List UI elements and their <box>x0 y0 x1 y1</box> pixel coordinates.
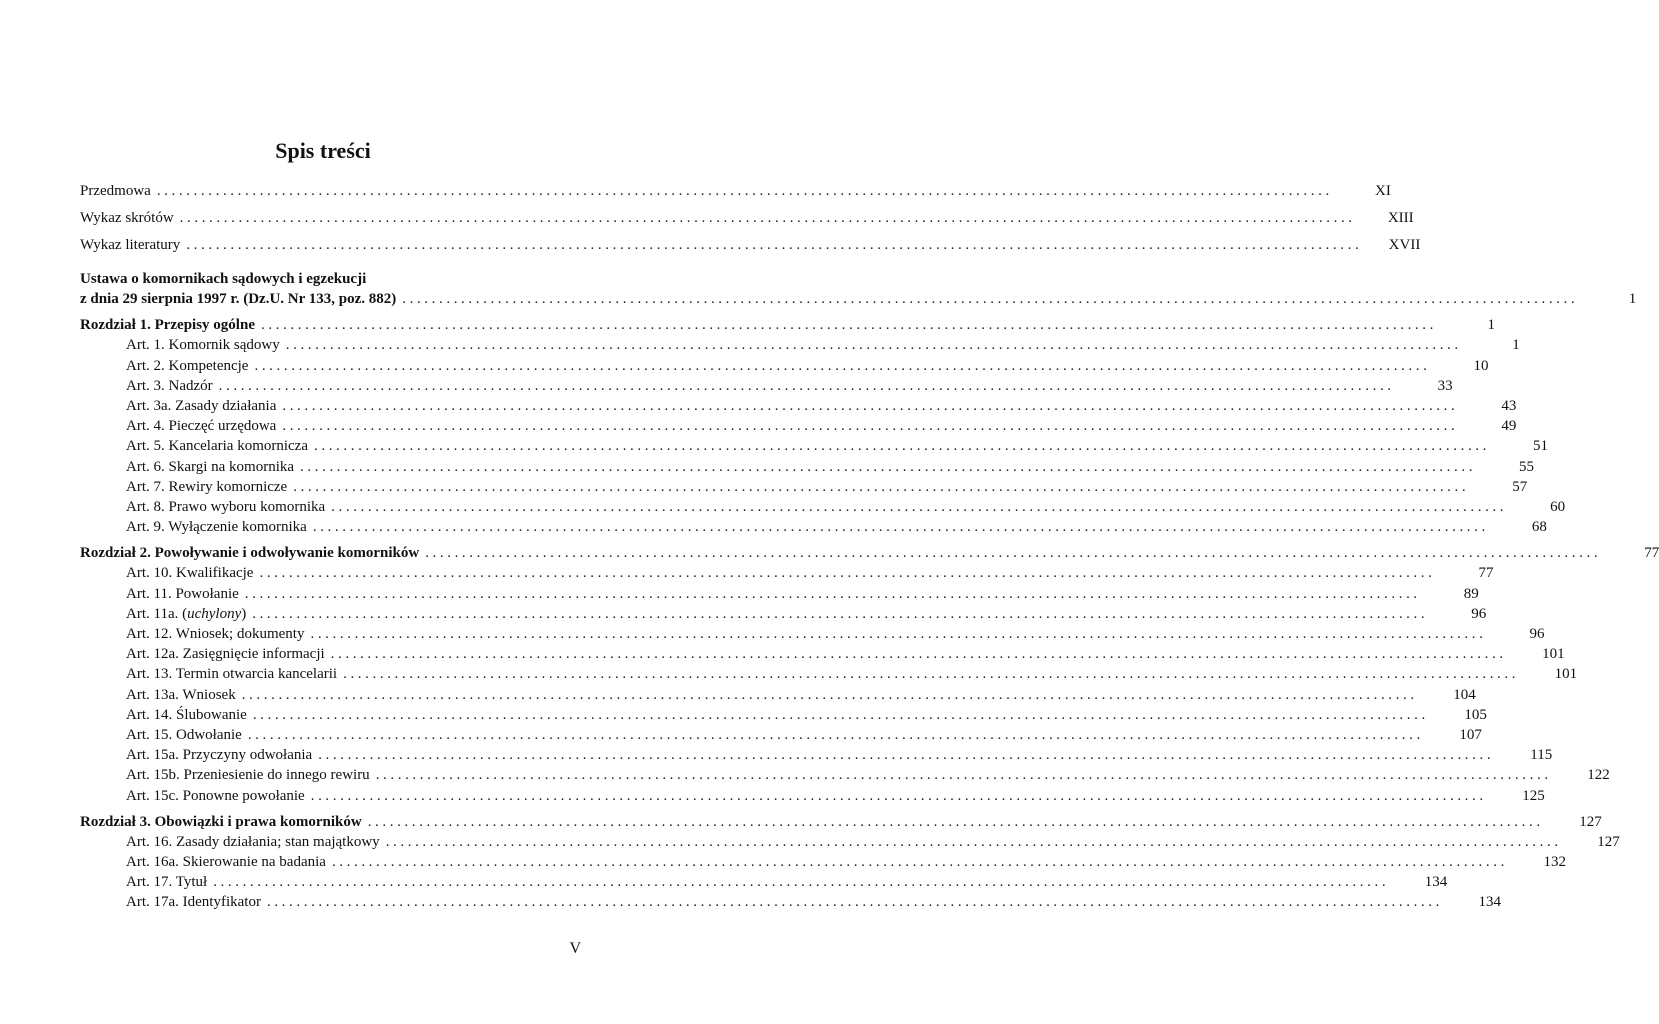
page-number: V <box>569 940 581 957</box>
leader-dots: ................................................................................................................................................................ <box>310 787 1487 804</box>
toc-article[interactable] <box>80 786 1545 806</box>
toc-article[interactable] <box>80 685 1476 705</box>
leader-dots: ................................................................................................................................................................ <box>282 418 1459 435</box>
toc-entry-statute[interactable] <box>80 269 1637 309</box>
toc-article[interactable] <box>80 356 1489 376</box>
article-label: Art. 12a. Zasięgnięcie informacji <box>126 646 325 663</box>
article-label: Art. 4. Pieczęć urzędowa <box>126 418 277 435</box>
leader-dots: ................................................................................................................................................................ <box>186 237 1363 253</box>
article-page: 105 <box>1464 706 1487 723</box>
table-of-contents <box>80 178 1659 913</box>
article-label: Art. 10. Kwalifikacje <box>126 565 254 582</box>
toc-article[interactable] <box>80 745 1553 765</box>
leader-dots: ................................................................................................................................................................ <box>244 585 1421 602</box>
article-page: 107 <box>1459 726 1482 743</box>
article-label: Art. 12. Wniosek; dokumenty <box>126 626 305 642</box>
chapter-page: 77 <box>1644 545 1659 562</box>
article-page: 43 <box>1501 397 1517 414</box>
article-label: Art. 5. Kancelaria komornicza <box>126 438 308 455</box>
toc-article[interactable] <box>80 872 1448 892</box>
toc-article[interactable] <box>80 416 1517 436</box>
article-label: Art. 15. Odwołanie <box>126 726 242 743</box>
article-label: Art. 8. Prawo wyboru komornika <box>126 498 326 515</box>
toc-article[interactable] <box>80 376 1453 396</box>
article-page: 115 <box>1530 747 1553 764</box>
article-page: 132 <box>1543 854 1566 871</box>
toc-article[interactable] <box>80 335 1520 355</box>
leader-dots: ................................................................................................................................................................ <box>330 646 1507 663</box>
article-page: 1 <box>1512 337 1520 354</box>
toc-entry-abbreviations[interactable] <box>80 205 1414 232</box>
leader-dots: ................................................................................................................................................................ <box>300 458 1477 475</box>
chapter-label: Rozdział 3. Obowiązki i prawa komorników <box>80 813 362 830</box>
article-page: 55 <box>1519 458 1535 475</box>
article-page: 134 <box>1478 894 1501 911</box>
leader-dots: ................................................................................................................................................................ <box>254 357 1431 374</box>
article-page: 77 <box>1478 565 1494 582</box>
statute-title-row <box>80 289 1637 309</box>
toc-chapter-2[interactable] <box>80 543 1659 563</box>
toc-article[interactable] <box>80 664 1578 684</box>
leader-dots: ................................................................................................................................................................ <box>310 626 1487 642</box>
article-page: 33 <box>1437 377 1453 394</box>
article-label: Art. 3. Nadzór <box>126 377 213 394</box>
article-label: Art. 11a. (uchylony) <box>126 605 247 622</box>
chapter-page: 127 <box>1579 813 1602 830</box>
toc-article[interactable] <box>80 457 1535 477</box>
article-page: 134 <box>1424 874 1448 891</box>
entry-label: Wykaz literatury <box>80 237 181 253</box>
leader-dots: ................................................................................................................................................................ <box>314 438 1490 455</box>
leader-dots: ................................................................................................................................................................ <box>385 833 1562 850</box>
leader-dots: ................................................................................................................................................................ <box>247 726 1424 743</box>
article-page: 49 <box>1501 418 1517 435</box>
leader-dots: ................................................................................................................................................................ <box>282 397 1459 414</box>
entry-page: XIII <box>1387 210 1414 226</box>
article-label: Art. 15a. Przyczyny odwołania <box>126 747 313 764</box>
statute-title-line2: z dnia 29 sierpnia 1997 r. (Dz.U. Nr 133, poz. 882) <box>80 291 397 307</box>
entry-page: XI <box>1374 183 1391 199</box>
leader-dots: ................................................................................................................................................................ <box>318 747 1495 764</box>
toc-article[interactable] <box>80 644 1565 664</box>
article-label: Art. 7. Rewiry komornicze <box>126 478 288 495</box>
leader-dots: ................................................................................................................................................................ <box>213 874 1390 891</box>
article-label: Art. 3a. Zasady działania <box>126 397 277 414</box>
toc-article[interactable] <box>80 497 1566 517</box>
toc-article[interactable] <box>80 705 1487 725</box>
toc-article[interactable] <box>80 892 1501 912</box>
article-page: 127 <box>1597 833 1620 850</box>
entry-label: Przedmowa <box>80 183 151 199</box>
toc-chapter-1[interactable] <box>80 315 1495 335</box>
leader-dots: ................................................................................................................................................................ <box>241 686 1418 703</box>
chapter-page: 1 <box>1487 317 1495 334</box>
entry-page: 1 <box>1628 291 1637 307</box>
chapter-label: Rozdział 1. Przepisy ogólne <box>80 317 255 334</box>
leader-dots: ................................................................................................................................................................ <box>425 545 1602 562</box>
article-page: 89 <box>1463 585 1479 602</box>
toc-article[interactable] <box>80 517 1547 537</box>
toc-article[interactable] <box>80 396 1517 416</box>
toc-entry-preface[interactable] <box>80 178 1391 205</box>
toc-article[interactable] <box>80 477 1528 497</box>
article-page: 101 <box>1542 646 1565 663</box>
article-page: 96 <box>1471 605 1487 622</box>
article-label: Art. 11. Powołanie <box>126 585 239 602</box>
leader-dots: ................................................................................................................................................................ <box>156 183 1333 199</box>
leader-dots: ................................................................................................................................................................ <box>331 498 1508 515</box>
article-label: Art. 17a. Identyfikator <box>126 894 261 911</box>
toc-entry-literature[interactable] <box>80 232 1421 259</box>
article-label: Art. 9. Wyłączenie komornika <box>126 519 307 536</box>
toc-article[interactable] <box>80 765 1610 785</box>
article-page: 60 <box>1550 498 1566 515</box>
leader-dots: ................................................................................................................................................................ <box>285 337 1462 354</box>
page-title: Spis treści <box>275 138 371 163</box>
leader-dots: ................................................................................................................................................................ <box>259 565 1436 582</box>
leader-dots: ................................................................................................................................................................ <box>402 291 1579 307</box>
entry-page: XVII <box>1388 237 1421 253</box>
article-label: Art. 15b. Przeniesienie do innego rewiru <box>126 767 370 784</box>
leader-dots: ................................................................................................................................................................ <box>260 317 1437 334</box>
article-label: Art. 16a. Skierowanie na badania <box>126 854 326 871</box>
article-page: 104 <box>1453 686 1476 703</box>
toc-article[interactable] <box>80 563 1494 583</box>
leader-dots: ................................................................................................................................................................ <box>312 519 1489 536</box>
statute-title-line1: Ustawa o komornikach sądowych i egzekucji <box>80 271 367 287</box>
article-label: Art. 1. Komornik sądowy <box>126 337 280 354</box>
leader-dots: ................................................................................................................................................................ <box>367 813 1544 830</box>
leader-dots: ................................................................................................................................................................ <box>252 706 1429 723</box>
article-label: Art. 13a. Wniosek <box>126 686 236 703</box>
toc-chapter-3[interactable] <box>80 812 1602 832</box>
article-page: 125 <box>1522 787 1545 804</box>
leader-dots: ................................................................................................................................................................ <box>343 666 1520 683</box>
article-label: Art. 15c. Ponowne powołanie <box>126 787 305 804</box>
article-label: Art. 16. Zasady działania; stan majątkowy <box>126 833 380 850</box>
toc-article[interactable] <box>80 604 1487 624</box>
article-page: 51 <box>1533 438 1548 455</box>
article-page: 57 <box>1512 478 1528 495</box>
article-label: Art. 2. Kompetencje <box>126 357 249 374</box>
article-page: 96 <box>1529 626 1545 642</box>
leader-dots: ................................................................................................................................................................ <box>331 854 1508 871</box>
chapters-list <box>80 309 1659 912</box>
article-page: 122 <box>1587 767 1610 784</box>
leader-dots: ................................................................................................................................................................ <box>179 210 1356 226</box>
article-label: Art. 13. Termin otwarcia kancelarii <box>126 666 338 683</box>
article-page: 10 <box>1473 357 1489 374</box>
leader-dots: ................................................................................................................................................................ <box>266 894 1443 911</box>
entry-label: Wykaz skrótów <box>80 210 174 226</box>
article-page: 101 <box>1554 666 1578 683</box>
article-page: 68 <box>1531 519 1547 536</box>
toc-article[interactable] <box>80 832 1620 852</box>
article-label: Art. 6. Skargi na komornika <box>126 458 295 475</box>
toc-article[interactable] <box>80 852 1566 872</box>
toc-article[interactable] <box>80 624 1545 644</box>
leader-dots: ................................................................................................................................................................ <box>293 478 1470 495</box>
toc-article[interactable] <box>80 584 1479 604</box>
toc-article[interactable] <box>80 436 1548 456</box>
leader-dots: ................................................................................................................................................................ <box>375 767 1552 784</box>
toc-article[interactable] <box>80 725 1482 745</box>
leader-dots: ................................................................................................................................................................ <box>252 605 1429 622</box>
chapter-label: Rozdział 2. Powoływanie i odwoływanie komorników <box>80 545 420 562</box>
article-label: Art. 17. Tytuł <box>126 874 208 891</box>
article-label: Art. 14. Ślubowanie <box>126 706 247 723</box>
leader-dots: ................................................................................................................................................................ <box>218 377 1395 394</box>
